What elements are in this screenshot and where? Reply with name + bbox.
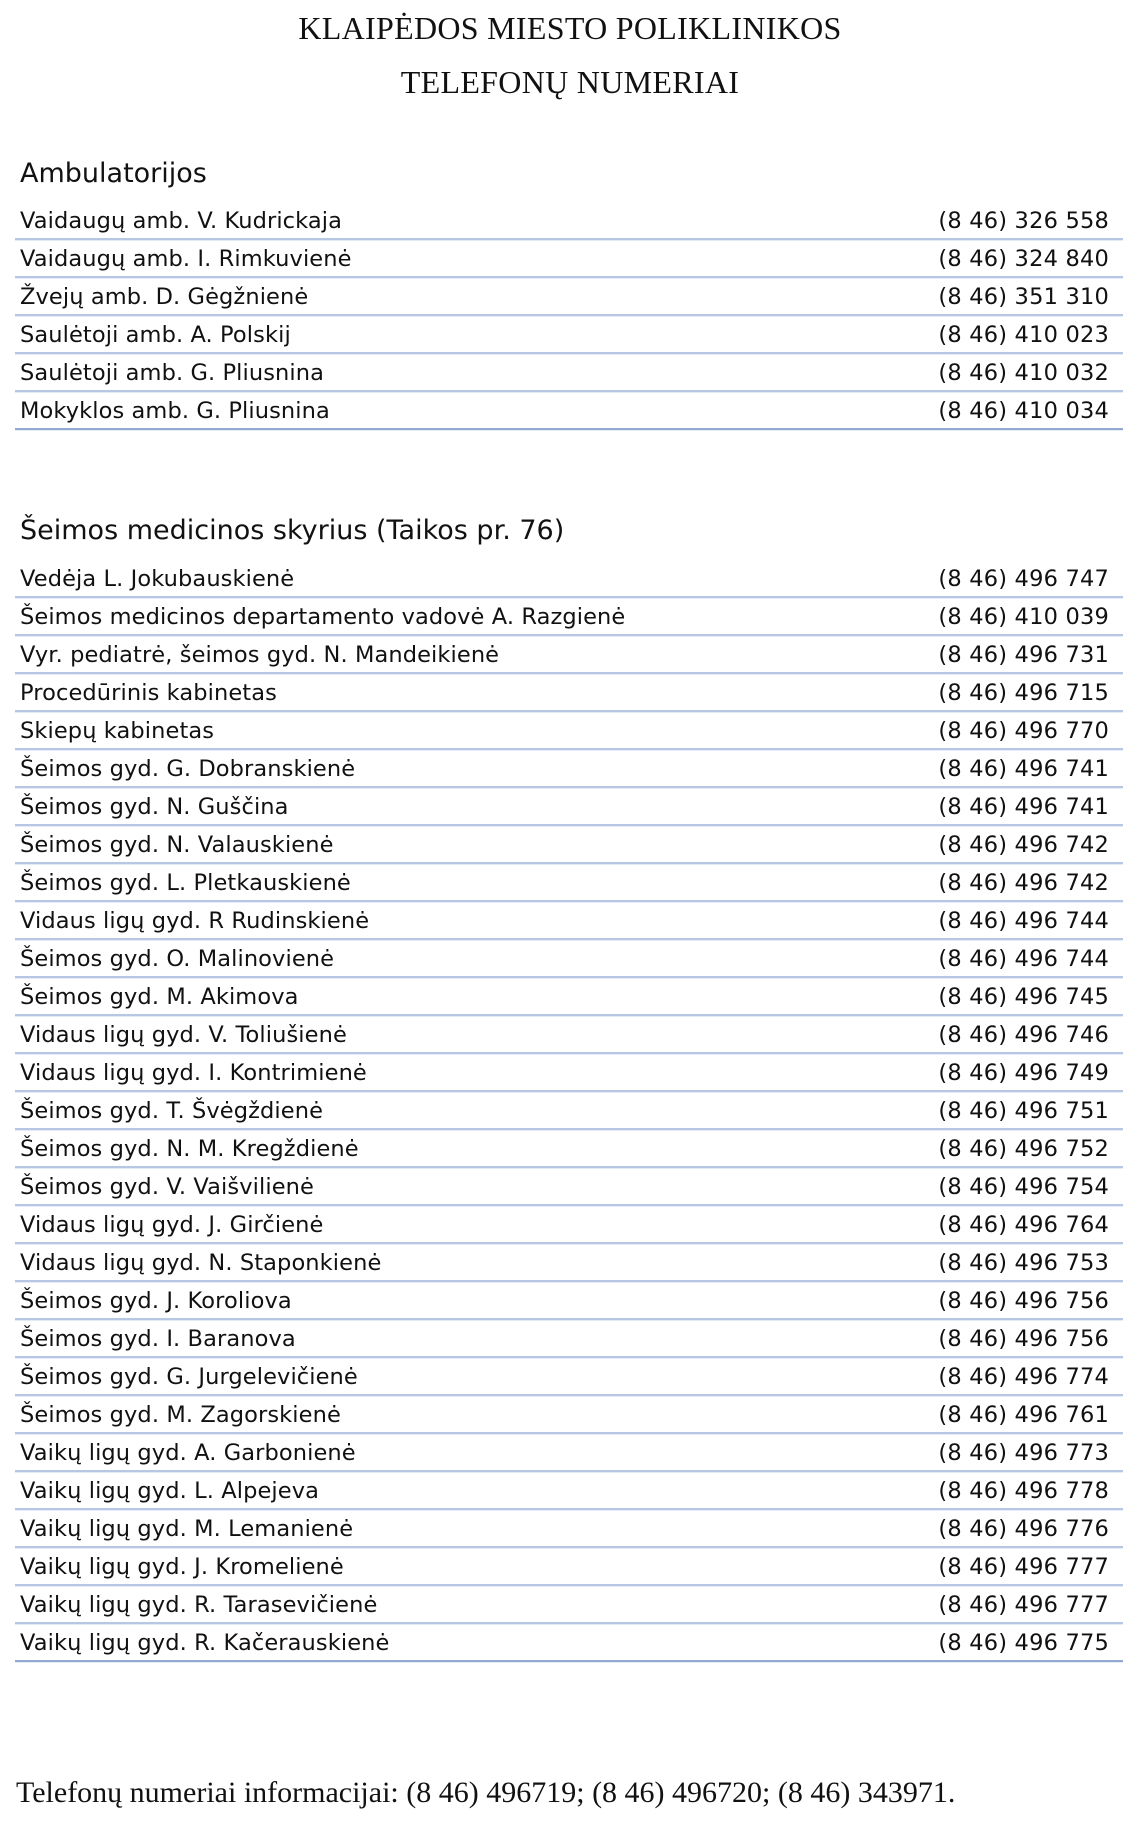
contact-phone: (8 46) 496 742 [938,832,1109,858]
contact-row [15,1206,1123,1244]
contact-name: Saulėtoji amb. A. Polskij [20,322,291,348]
contact-phone: (8 46) 496 764 [938,1212,1109,1238]
contact-name: Vaikų ligų gyd. J. Kromelienė [20,1554,344,1580]
contact-row [15,392,1123,430]
contact-name: Šeimos gyd. G. Dobranskienė [20,756,356,782]
contact-row [15,240,1123,278]
contact-phone: (8 46) 496 777 [938,1592,1109,1618]
contact-phone: (8 46) 496 773 [938,1440,1109,1466]
contact-name: Mokyklos amb. G. Pliusnina [20,398,330,424]
contact-row [15,560,1123,598]
contact-name: Vidaus ligų gyd. I. Kontrimienė [20,1060,367,1086]
section-heading-seimos-medicinos: Šeimos medicinos skyrius (Taikos pr. 76) [20,515,565,546]
contact-phone: (8 46) 496 741 [938,794,1109,820]
contact-name: Vaikų ligų gyd. R. Kačerauskienė [20,1630,390,1656]
contact-name: Vyr. pediatrė, šeimos gyd. N. Mandeikienė [20,642,500,668]
contact-row [15,940,1123,978]
contact-name: Vidaus ligų gyd. R Rudinskienė [20,908,370,934]
contact-name: Vaikų ligų gyd. L. Alpejeva [20,1478,320,1504]
contact-row [15,278,1123,316]
contact-row [15,750,1123,788]
contact-name: Vaikų ligų gyd. A. Garbonienė [20,1440,356,1466]
contact-row [15,1244,1123,1282]
contact-row [15,1054,1123,1092]
contact-name: Šeimos gyd. O. Malinovienė [20,946,335,972]
contact-phone: (8 46) 496 749 [938,1060,1109,1086]
contact-phone: (8 46) 496 753 [938,1250,1109,1276]
contact-name: Skiepų kabinetas [20,718,215,744]
contact-row [15,674,1123,712]
contact-name: Šeimos gyd. V. Vaišvilienė [20,1174,314,1200]
contact-row [15,978,1123,1016]
contact-name: Šeimos gyd. N. Guščina [20,794,289,820]
contact-phone: (8 46) 410 032 [938,360,1109,386]
contact-row [15,1168,1123,1206]
contact-row [15,1282,1123,1320]
contact-name: Šeimos gyd. J. Koroliova [20,1288,292,1314]
contact-phone: (8 46) 496 751 [938,1098,1109,1124]
section-list-seimos-medicinos [15,560,1123,1662]
contact-row [15,1548,1123,1586]
contact-phone: (8 46) 496 770 [938,718,1109,744]
contact-row [15,1358,1123,1396]
contact-row [15,636,1123,674]
contact-phone: (8 46) 496 741 [938,756,1109,782]
contact-name: Vaidaugų amb. V. Kudrickaja [20,208,343,234]
contact-phone: (8 46) 496 778 [938,1478,1109,1504]
contact-row [15,1396,1123,1434]
contact-name: Šeimos gyd. I. Baranova [20,1326,296,1352]
document-title-line-1: KLAIPĖDOS MIESTO POLIKLINIKOS [298,10,842,46]
contact-phone: (8 46) 496 777 [938,1554,1109,1580]
contact-phone: (8 46) 326 558 [938,208,1109,234]
contact-row [15,1320,1123,1358]
contact-row [15,1130,1123,1168]
contact-phone: (8 46) 496 756 [938,1326,1109,1352]
contact-name: Vidaus ligų gyd. J. Girčienė [20,1212,324,1238]
contact-name: Vidaus ligų gyd. N. Staponkienė [20,1250,382,1276]
document-title-line-2: TELEFONŲ NUMERIAI [400,64,740,100]
contact-row [15,1016,1123,1054]
contact-phone: (8 46) 496 756 [938,1288,1109,1314]
contact-phone: (8 46) 496 745 [938,984,1109,1010]
contact-phone: (8 46) 496 744 [938,908,1109,934]
contact-name: Žvejų amb. D. Gėgžnienė [20,284,309,310]
contact-row [15,826,1123,864]
contact-name: Saulėtoji amb. G. Pliusnina [20,360,325,386]
contact-phone: (8 46) 410 034 [938,398,1109,424]
contact-row [15,1586,1123,1624]
contact-name: Šeimos gyd. N. Valauskienė [20,832,334,858]
contact-row [15,1434,1123,1472]
contact-name: Šeimos gyd. M. Akimova [20,984,299,1010]
contact-phone: (8 46) 496 744 [938,946,1109,972]
contact-phone: (8 46) 496 776 [938,1516,1109,1542]
contact-row [15,1472,1123,1510]
contact-name: Vaidaugų amb. I. Rimkuvienė [20,246,352,272]
contact-row [15,354,1123,392]
contact-row [15,788,1123,826]
contact-phone: (8 46) 496 731 [938,642,1109,668]
section-heading-ambulatorijos: Ambulatorijos [20,158,207,189]
contact-name: Šeimos gyd. M. Zagorskienė [20,1402,341,1428]
contact-phone: (8 46) 496 754 [938,1174,1109,1200]
contact-name: Šeimos gyd. L. Pletkauskienė [20,870,351,896]
contact-row [15,712,1123,750]
contact-row [15,1510,1123,1548]
contact-name: Vedėja L. Jokubauskienė [20,566,295,592]
contact-row [15,316,1123,354]
contact-phone: (8 46) 496 774 [938,1364,1109,1390]
contact-name: Šeimos gyd. N. M. Kregždienė [20,1136,359,1162]
contact-phone: (8 46) 496 761 [938,1402,1109,1428]
contact-name: Vaikų ligų gyd. M. Lemanienė [20,1516,354,1542]
contact-name: Šeimos gyd. T. Švėgždienė [20,1098,324,1124]
contact-row [15,902,1123,940]
contact-row [15,202,1123,240]
contact-phone: (8 46) 324 840 [938,246,1109,272]
section-list-ambulatorijos [15,202,1123,430]
contact-phone: (8 46) 496 752 [938,1136,1109,1162]
contact-row [15,1624,1123,1662]
contact-phone: (8 46) 496 715 [938,680,1109,706]
contact-phone: (8 46) 496 775 [938,1630,1109,1656]
contact-name: Procedūrinis kabinetas [20,680,277,706]
footer-info-phones: Telefonų numeriai informacijai: (8 46) 496719; (8 46) 496720; (8 46) 343971. [16,1776,956,1809]
contact-phone: (8 46) 410 023 [938,322,1109,348]
contact-phone: (8 46) 410 039 [938,604,1109,630]
contact-name: Vaikų ligų gyd. R. Tarasevičienė [20,1592,378,1618]
contact-phone: (8 46) 496 747 [938,566,1109,592]
contact-row [15,1092,1123,1130]
contact-phone: (8 46) 496 746 [938,1022,1109,1048]
contact-name: Šeimos medicinos departamento vadovė A. Razgienė [20,604,626,630]
contact-name: Šeimos gyd. G. Jurgelevičienė [20,1364,358,1390]
contact-name: Vidaus ligų gyd. V. Toliušienė [20,1022,347,1048]
contact-row [15,864,1123,902]
contact-phone: (8 46) 496 742 [938,870,1109,896]
contact-row [15,598,1123,636]
contact-phone: (8 46) 351 310 [938,284,1109,310]
